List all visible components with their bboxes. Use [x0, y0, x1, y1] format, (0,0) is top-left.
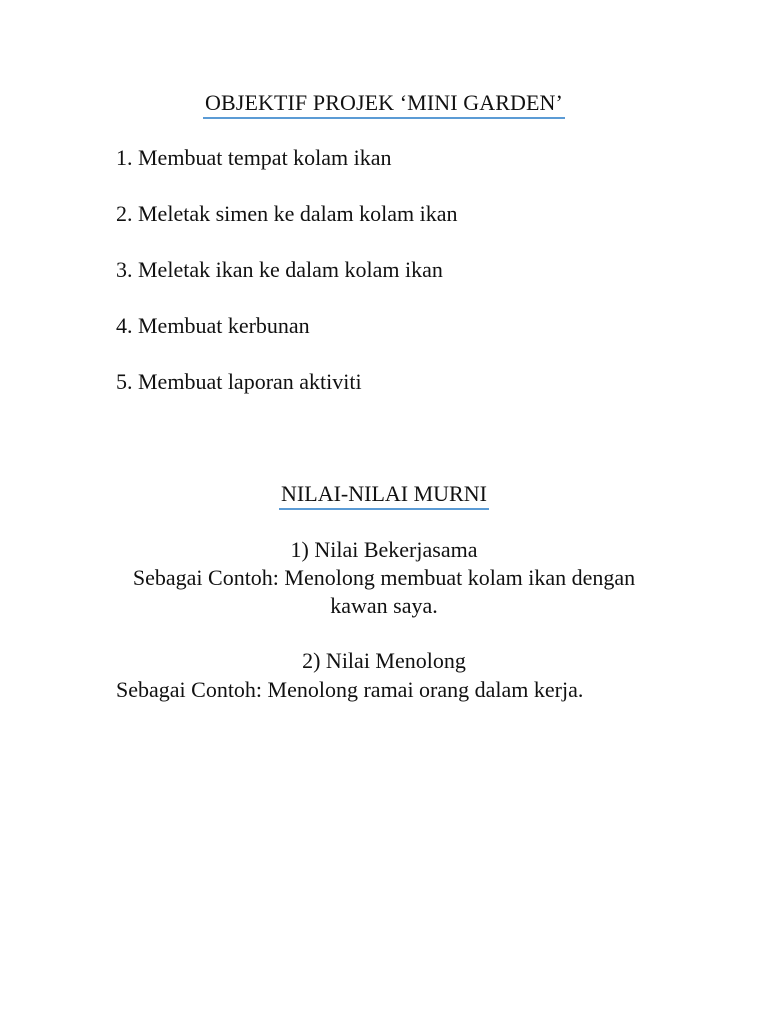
- values-heading-text: NILAI-NILAI MURNI: [279, 481, 489, 509]
- objective-heading: [0, 90, 768, 118]
- values-heading: [0, 481, 768, 509]
- objective-item: 1. Membuat tempat kolam ikan: [116, 145, 392, 170]
- objective-item: 4. Membuat kerbunan: [116, 313, 310, 338]
- objective-item: 3. Meletak ikan ke dalam kolam ikan: [116, 257, 443, 282]
- objective-list: [116, 145, 458, 425]
- value-example: Sebagai Contoh: Menolong membuat kolam ikan dengan kawan saya.: [132, 565, 636, 618]
- objective-item: 2. Meletak simen ke dalam kolam ikan: [116, 201, 458, 226]
- value-title: 1) Nilai Bekerjasama: [290, 537, 478, 562]
- value-example: Sebagai Contoh: Menolong ramai orang dalam kerja.: [116, 677, 584, 702]
- value-title: 2) Nilai Menolong: [302, 648, 466, 673]
- objective-heading-text: OBJEKTIF PROJEK ‘MINI GARDEN’: [203, 90, 565, 118]
- objective-item: 5. Membuat laporan aktiviti: [116, 369, 362, 394]
